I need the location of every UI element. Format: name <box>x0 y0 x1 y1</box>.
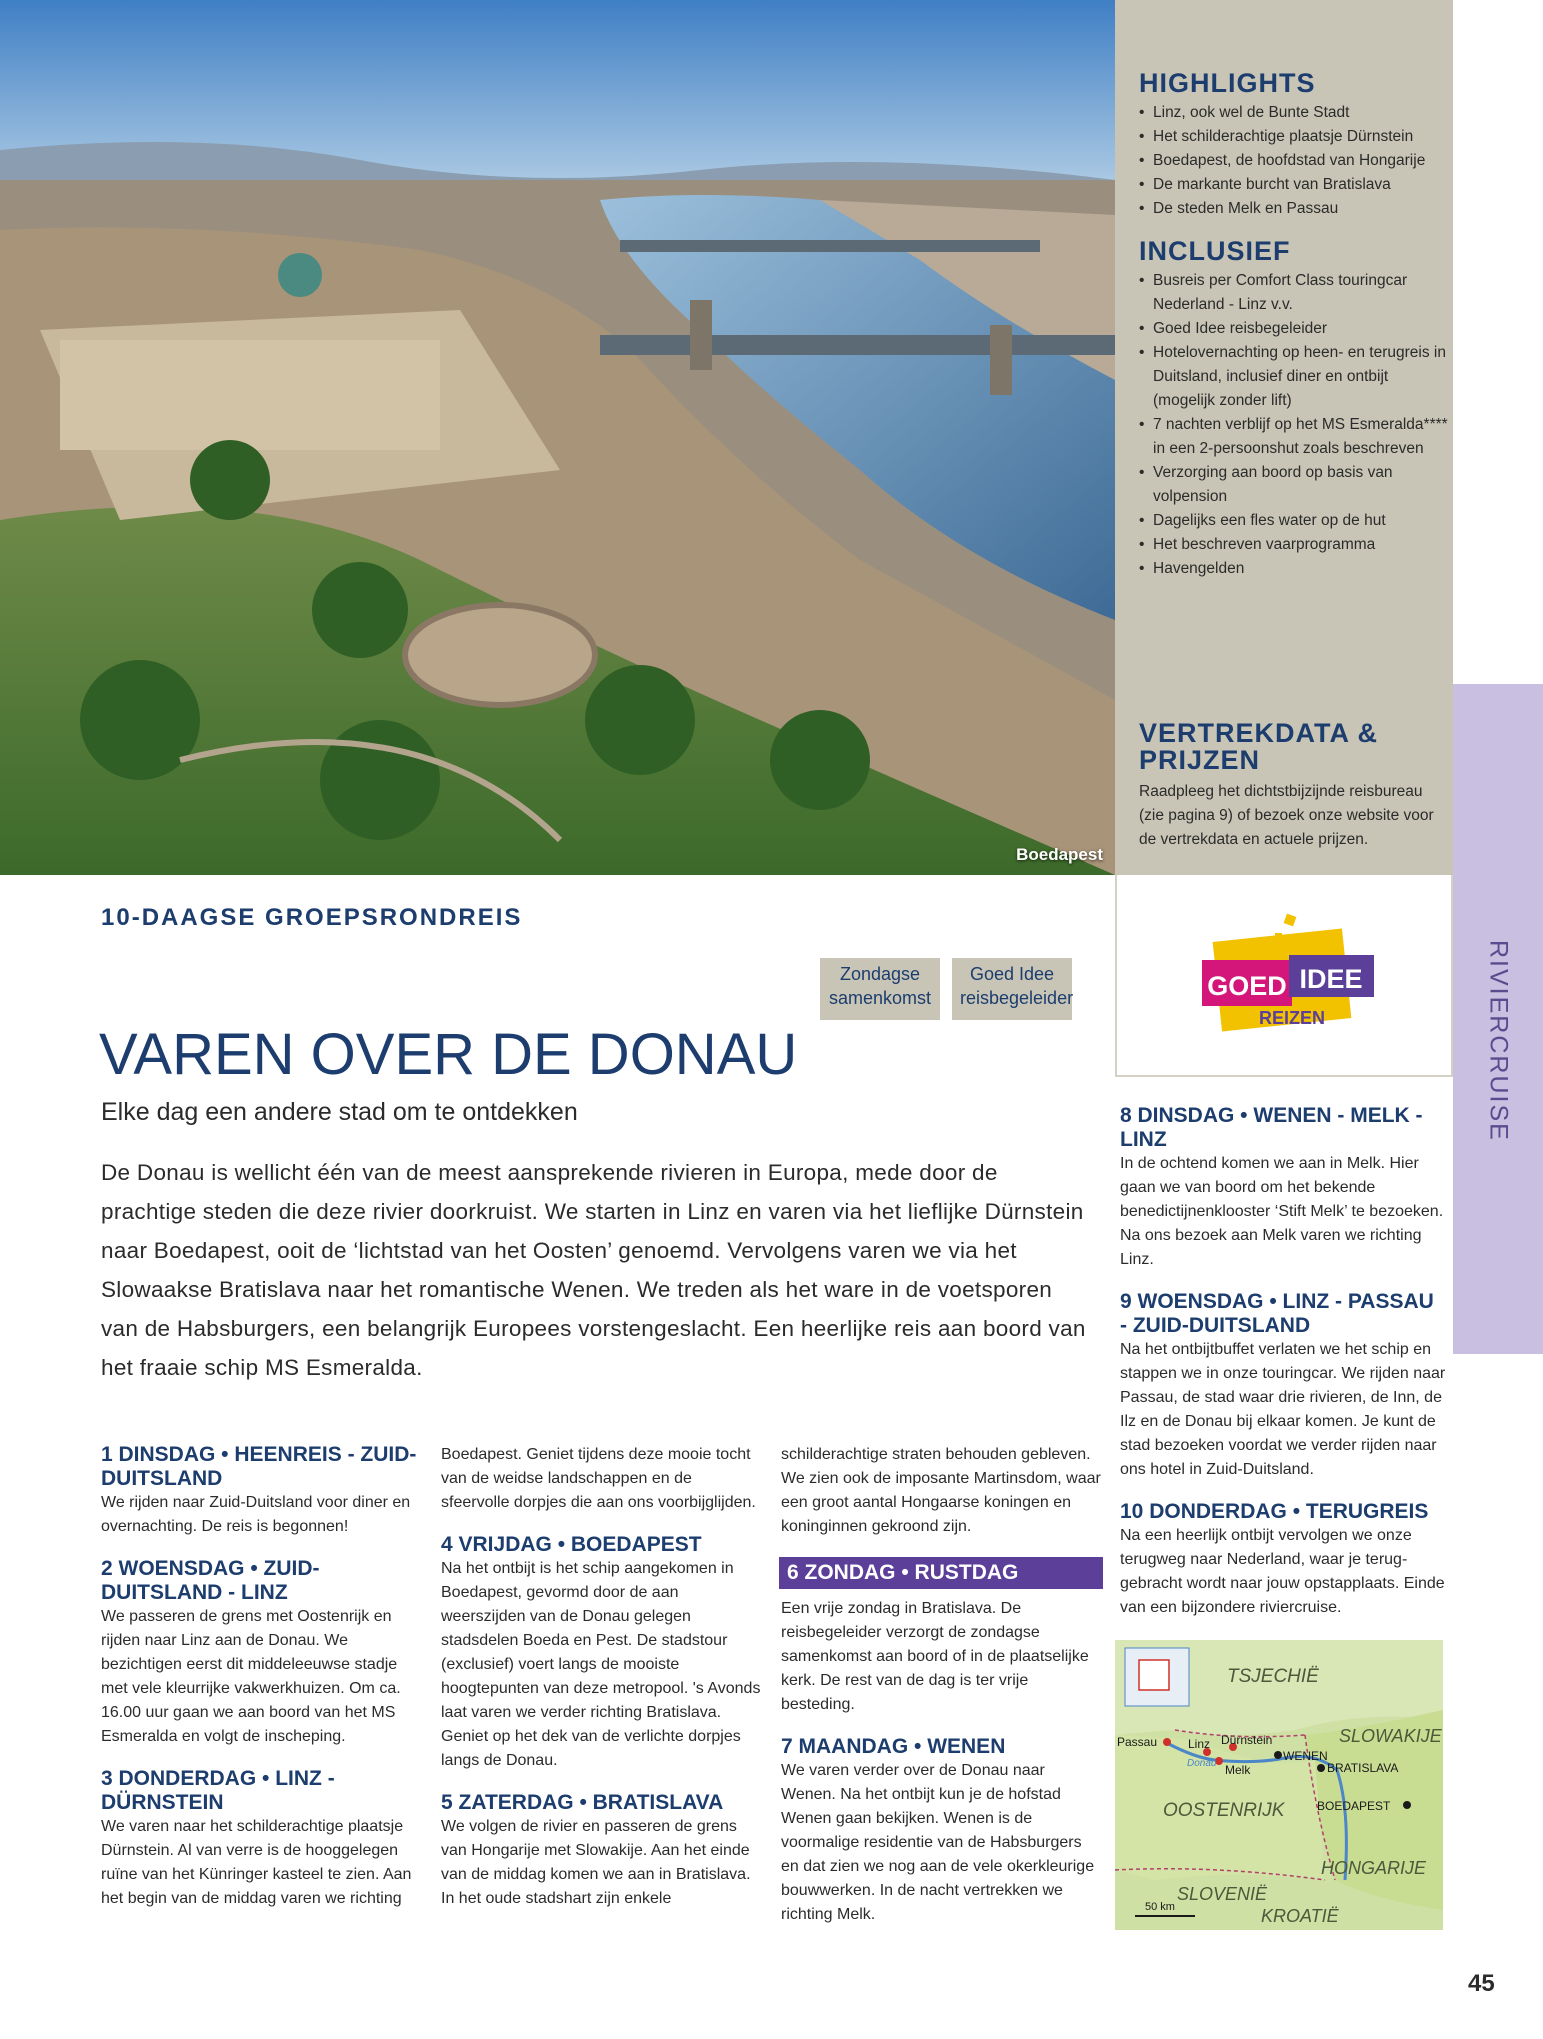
hero-photo <box>0 0 1115 875</box>
logo-goed: GOED <box>1207 971 1287 1001</box>
day-text: Boedapest. Geniet tijdens deze mooie tocht van de weidse landschappen en de sfeervolle dorpjes die aan ons voorbijglijden. <box>441 1446 756 1511</box>
map-label-oostenrijk: OOSTENRIJK <box>1163 1800 1285 1821</box>
inclusief-heading: INCLUSIEF <box>1139 236 1291 266</box>
route-map <box>1115 1640 1443 1930</box>
day-heading: 8 DINSDAG • WENEN - MELK - LINZ <box>1120 1104 1423 1151</box>
day-text: Na het ontbijtbuffet verlaten we het schip en stappen we in onze touringcar. We rijden naar Passau, de stad waar drie rivieren, de Inn, de Ilz en de Donau bij elkaar komen. Je kunt de stad bezoeken voordat we verder rijden naar ons hotel in Zuid-Duitsland. <box>1120 1341 1446 1478</box>
map-city-bratislava: BRATISLAVA <box>1327 1761 1399 1775</box>
day-heading: 10 DONDERDAG • TERUGREIS <box>1120 1500 1429 1523</box>
badge-zondagse-samenkomst <box>820 958 940 1020</box>
day-text: We volgen de rivier en passeren de grens van Hongarije met Slowakije. Aan het einde van de middag komen we aan in Bratislava. In het oude stadshart zijn enkele <box>441 1818 751 1907</box>
vertrekdata-text: Raadpleeg het dichtstbijzijnde reisbureau (zie pagina 9) of bezoek onze website voor de vertrekdata en actuele prijzen. <box>1139 783 1434 848</box>
vertrekdata-section <box>1139 720 1449 852</box>
day-heading: 9 WOENSDAG • LINZ - PASSAU - ZUID-DUITSLAND <box>1120 1290 1434 1337</box>
map-label-hongarije: HONGARIJE <box>1321 1858 1427 1878</box>
day-heading: 1 DINSDAG • HEENREIS - ZUID-DUITSLAND <box>101 1443 417 1490</box>
badge-line: Zondagse <box>839 964 921 984</box>
highlights-section <box>1139 70 1449 221</box>
list-item: • Het schilderachtige plaatsje Dürnstein <box>1139 125 1449 149</box>
section-tab-label: RIVIERCRUISE <box>1484 940 1513 1142</box>
list-item: • De markante burcht van Bratislava <box>1139 173 1449 197</box>
vertrekdata-heading <box>1139 720 1449 774</box>
list-item: • De steden Melk en Passau <box>1139 197 1449 221</box>
info-panel <box>1115 0 1453 875</box>
logo-box <box>1115 875 1453 1077</box>
day-heading: 3 DONDERDAG • LINZ - DÜRNSTEIN <box>101 1767 335 1814</box>
page-title: VAREN OVER DE DONAU <box>99 1022 798 1087</box>
route-map-graphic <box>1115 1640 1443 1930</box>
map-city-passau: Passau <box>1117 1735 1158 1749</box>
inclusief-section <box>1139 238 1449 581</box>
map-scale-label: 50 km <box>1145 1901 1175 1913</box>
budapest-aerial-image <box>0 0 1115 875</box>
day-heading: 4 VRIJDAG • BOEDAPEST <box>441 1533 702 1556</box>
list-item: • Goed Idee reisbegeleider <box>1139 317 1449 341</box>
day-text: We passeren de grens met Oostenrijk en rijden naar Linz aan de Donau. We bezichtigen eerst dit middeleeuwse stadje met vele kleurrijke vakwerkhuizen. Om ca. 16.00 uur gaan we aan boord van het MS Esmeralda en volgt de inscheping. <box>101 1608 401 1745</box>
section-tab <box>1453 684 1543 1354</box>
badge-line: reisbegeleider <box>960 988 1074 1008</box>
day-text: Na een heerlijk ontbijt vervolgen we onze terugweg naar Nederland, waar je terug-gebracht wordt naar jouw opstapplaats. Einde van een bijzondere riviercruise. <box>1120 1527 1445 1616</box>
page-subtitle: Elke dag een andere stad om te ontdekken <box>101 1098 578 1126</box>
map-city-durnstein: Dürnstein <box>1221 1733 1273 1747</box>
logo-idee: IDEE <box>1299 964 1363 994</box>
list-item: • Het beschreven vaarprogramma <box>1139 533 1449 557</box>
day-text: In de ochtend komen we aan in Melk. Hier gaan we van boord om het bekende benedictijnenklooster ‘Stift Melk’ te bezoeken. Na ons bezoek aan Melk varen we richting Linz. <box>1120 1155 1444 1268</box>
badge-reisbegeleider <box>952 958 1072 1020</box>
day-heading: 2 WOENSDAG • ZUID-DUITSLAND - LINZ <box>101 1557 320 1604</box>
vertrekdata-heading-line2: PRIJZEN <box>1139 745 1261 775</box>
list-item: • 7 nachten verblijf op het MS Esmeralda**** in een 2-persoonshut zoals beschreven <box>1139 413 1449 461</box>
map-label-slovenie: SLOVENIË <box>1177 1884 1268 1904</box>
itinerary-column <box>101 1443 423 1929</box>
logo-reizen: REIZEN <box>1258 1008 1326 1028</box>
day-heading: 5 ZATERDAG • BRATISLAVA <box>441 1791 724 1814</box>
map-city-linz: Linz <box>1188 1737 1211 1751</box>
day-text: Na het ontbijt is het schip aangekomen in Boedapest, gevormd door de aan weerszijden van de Donau gelegen stadsdelen Boeda en Pest. De stadstour (exclusief) voert langs de mooiste hoogtepunten van deze metropool. 's Avonds laat varen we verder richting Bratislava. Geniet op het dek van de verlichte dorpjes langs de Donau. <box>441 1560 761 1769</box>
trip-type-label: 10-DAAGSE GROEPSRONDREIS <box>101 904 523 931</box>
intro-paragraph: De Donau is wellicht één van de meest aansprekende rivieren in Europa, mede door de prachtige steden die deze rivier doorkruist. We starten in Linz en varen via het lieflijke Dürnstein naar Boedapest, ooit de ‘lichtstad van het Oosten’ genoemd. Vervolgens varen we via het Slowaakse Bratislava naar het romantische Wenen. We treden als het ware in de voetsporen van de Habsburgers, een belangrijk Europees vorstengeslacht. Een heerlijke reis aan boord van het fraaie schip MS Esmeralda. <box>101 1160 1086 1380</box>
day-text: schilderachtige straten behouden gebleven. We zien ook de imposante Martinsdom, waar een groot aantal Hongaarse koningen en koninginnen gekroond zijn. <box>781 1446 1101 1535</box>
itinerary-column <box>781 1443 1103 1945</box>
highlights-heading: HIGHLIGHTS <box>1139 68 1316 98</box>
day-heading-highlighted: 6 ZONDAG • RUSTDAG <box>779 1557 1103 1589</box>
page-number: 45 <box>1468 1970 1495 1997</box>
badge-line: samenkomst <box>828 988 932 1008</box>
map-city-melk: Melk <box>1225 1763 1251 1777</box>
badge-line: Goed Idee <box>969 964 1055 984</box>
day-heading: 7 MAANDAG • WENEN <box>781 1735 1006 1758</box>
list-item: • Dagelijks een fles water op de hut <box>1139 509 1449 533</box>
list-item: • Hotelovernachting op heen- en terugreis in Duitsland, inclusief diner en ontbijt (mogelijk zonder lift) <box>1139 341 1449 413</box>
map-label-kroatie: KROATIË <box>1261 1906 1339 1926</box>
list-item: • Busreis per Comfort Class touringcar Nederland - Linz v.v. <box>1139 269 1449 317</box>
list-item: • Boedapest, de hoofdstad van Hongarije <box>1139 149 1449 173</box>
itinerary-column <box>441 1443 763 1929</box>
list-item: • Linz, ook wel de Bunte Stadt <box>1139 101 1449 125</box>
inclusief-list <box>1139 269 1449 581</box>
day-text: We rijden naar Zuid-Duitsland voor diner en overnachting. De reis is begonnen! <box>101 1494 411 1535</box>
map-city-boedapest: BOEDAPEST <box>1317 1799 1391 1813</box>
list-item: • Verzorging aan boord op basis van volpension <box>1139 461 1449 509</box>
highlights-list <box>1139 101 1449 221</box>
photo-caption: Boedapest <box>1016 845 1103 864</box>
map-label-slowakije: SLOWAKIJE <box>1339 1726 1442 1746</box>
map-label-tsjechie: TSJECHIË <box>1227 1666 1319 1687</box>
map-city-wenen: WENEN <box>1283 1749 1328 1763</box>
day-text: Een vrije zondag in Bratislava. De reisbegeleider verzorgt de zondagse samenkomst aan boord of in de plaatselijke kerk. De rest van de dag is ter vrije besteding. <box>781 1600 1089 1713</box>
vertrekdata-heading-line1: VERTREKDATA & <box>1139 718 1378 748</box>
itinerary-column <box>1120 1104 1446 1638</box>
list-item: • Havengelden <box>1139 557 1449 581</box>
day-text: We varen verder over de Donau naar Wenen. Na het ontbijt kun je de hofstad Wenen gaan bekijken. Wenen is de voormalige residentie van de Habsburgers en dat zien we nog aan de vele okerkleurige bouwwerken. In de nacht vertrekken we richting Melk. <box>781 1762 1095 1923</box>
day-text: We varen naar het schilderachtige plaatsje Dürnstein. Al van verre is de hooggelegen ruïne van het Künringer kasteel te zien. Aan het begin van de middag varen we richting <box>101 1818 412 1907</box>
map-river-label: Donau <box>1187 1758 1217 1769</box>
goed-idee-reizen-logo <box>1117 875 1451 1075</box>
